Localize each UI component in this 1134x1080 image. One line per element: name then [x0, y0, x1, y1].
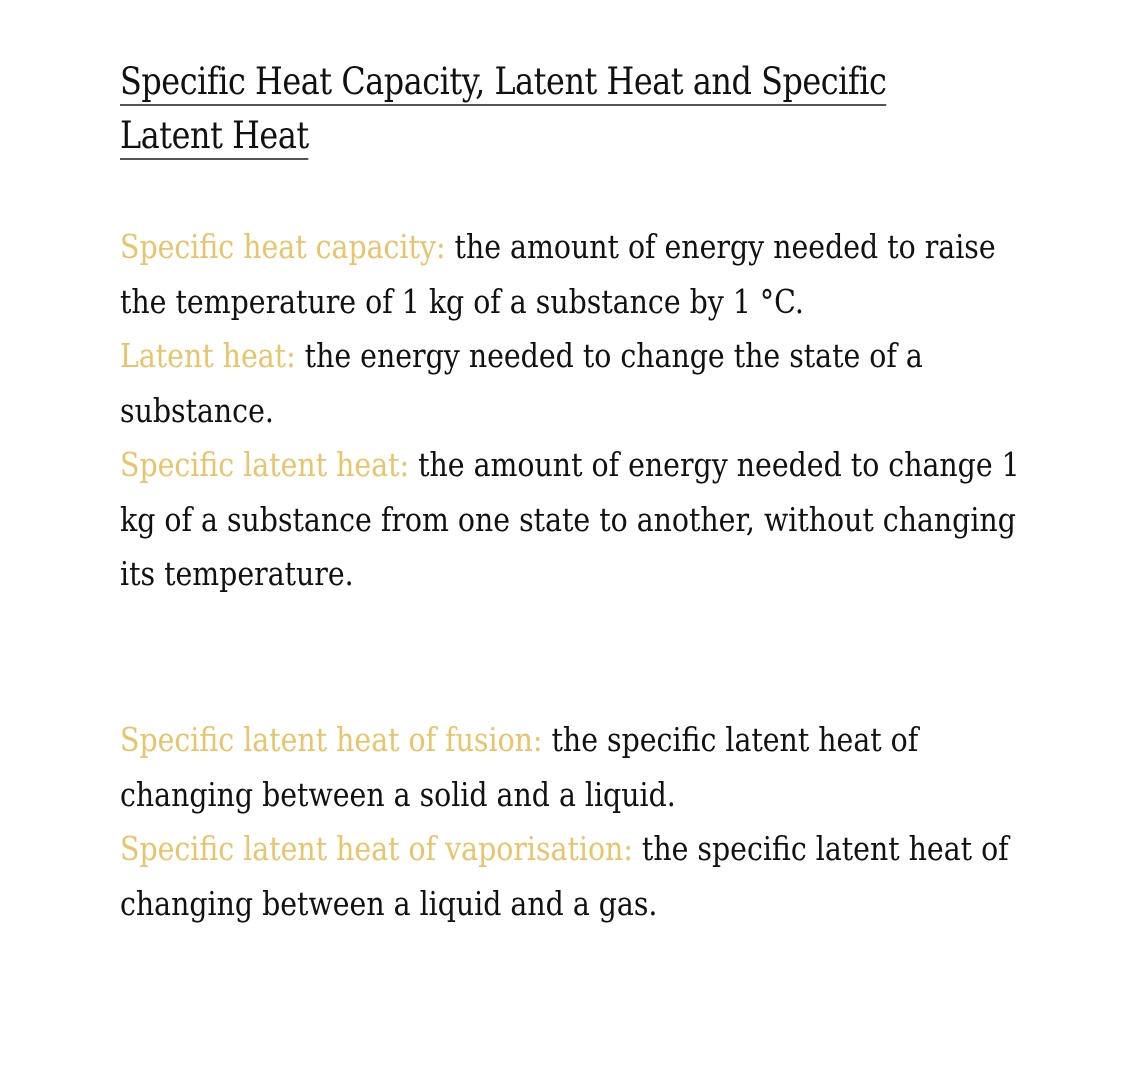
term-label: Specific heat capacity: — [120, 227, 446, 266]
definition-text: the specific latent heat of changing between a liquid and a gas. — [120, 829, 1009, 923]
definition-text: the specific latent heat of changing between a solid and a liquid. — [120, 720, 919, 814]
title-line-1: Specific Heat Capacity, Latent Heat and Specific — [120, 60, 886, 106]
definition-latent-heat-vaporisation — [120, 822, 1032, 931]
definition-latent-heat — [120, 329, 1032, 438]
definition-text: the amount of energy needed to raise the temperature of 1 kg of a substance by 1 °C. — [120, 227, 996, 321]
term-label: Specific latent heat of fusion: — [120, 720, 543, 759]
definition-text: the amount of energy needed to change 1 kg of a substance from one state to another, without changing its temperature. — [120, 445, 1020, 593]
document-page — [120, 55, 1080, 923]
definitions-section-1 — [120, 220, 1032, 602]
definition-latent-heat-fusion — [120, 713, 1032, 822]
definitions-section-2 — [120, 713, 1032, 931]
term-label: Specific latent heat: — [120, 445, 410, 484]
definition-specific-heat-capacity — [120, 220, 1032, 329]
term-label: Latent heat: — [120, 336, 296, 375]
definition-specific-latent-heat — [120, 438, 1032, 602]
title-line-2: Latent Heat — [120, 114, 309, 160]
page-title — [120, 55, 1083, 163]
definition-text: the energy needed to change the state of a substance. — [120, 336, 923, 430]
term-label: Specific latent heat of vaporisation: — [120, 829, 633, 868]
